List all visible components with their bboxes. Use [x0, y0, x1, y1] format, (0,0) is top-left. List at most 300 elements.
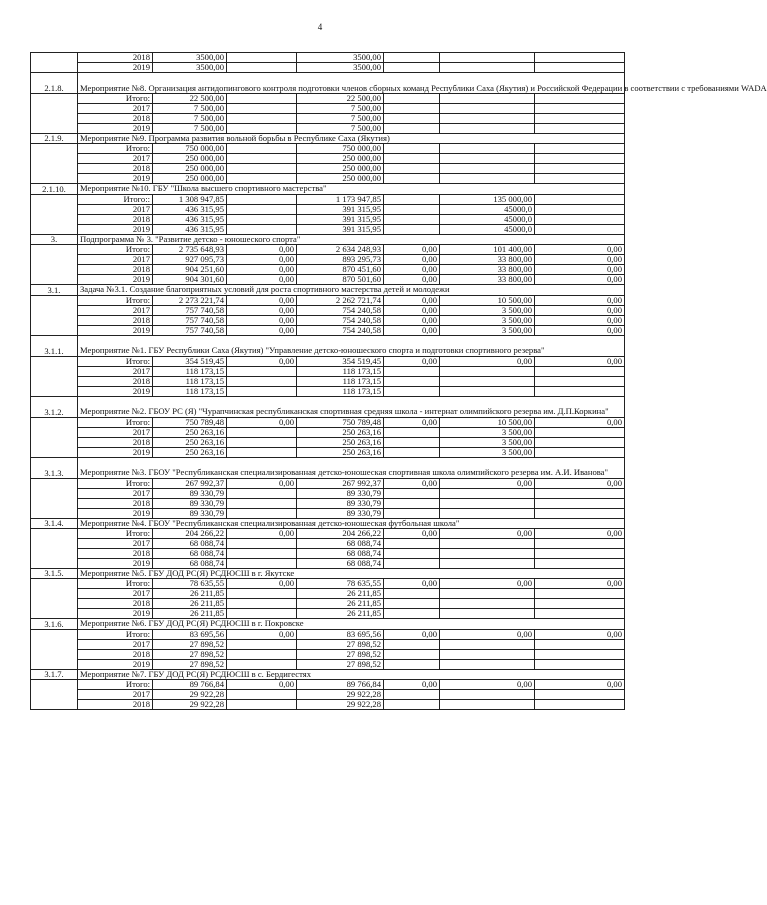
amount-cell — [440, 649, 535, 659]
amount-cell — [227, 427, 297, 437]
section-code: 3.1. — [31, 285, 78, 295]
amount-cell: 870 451,60 — [297, 265, 384, 275]
table-row — [31, 680, 625, 690]
amount-cell — [384, 104, 440, 114]
table-row — [31, 559, 625, 569]
table-row — [31, 386, 625, 396]
table-row — [31, 224, 625, 234]
amount-cell — [440, 366, 535, 376]
amount-cell — [535, 63, 625, 73]
amount-cell — [227, 447, 297, 457]
amount-cell: 27 898,52 — [297, 649, 384, 659]
row-label: 2017 — [78, 427, 153, 437]
section-code: 3.1.2. — [31, 396, 78, 417]
section-title: Мероприятие №5. ГБУ ДОД РС(Я) РСДЮСШ в г. Якутске — [78, 569, 625, 579]
row-label: 2019 — [78, 275, 153, 285]
section-title: Мероприятие №6. ГБУ ДОД РС(Я) РСДЮСШ в г. Покровске — [78, 619, 625, 629]
amount-cell: 89 330,79 — [153, 498, 227, 508]
table-row — [31, 376, 625, 386]
row-label: 2019 — [78, 447, 153, 457]
amount-cell — [227, 104, 297, 114]
section-code: 3.1.3. — [31, 457, 78, 478]
amount-cell: 26 211,85 — [297, 589, 384, 599]
amount-cell: 68 088,74 — [297, 539, 384, 549]
amount-cell: 250 000,00 — [297, 174, 384, 184]
amount-cell: 0,00 — [535, 275, 625, 285]
amount-cell: 0,00 — [535, 529, 625, 539]
table-row — [31, 53, 625, 63]
table-row — [31, 599, 625, 609]
amount-cell: 754 240,58 — [297, 315, 384, 325]
amount-cell: 0,00 — [227, 255, 297, 265]
row-label: Итого: — [78, 417, 153, 427]
amount-cell — [535, 427, 625, 437]
amount-cell: 0,00 — [440, 680, 535, 690]
code-spacer-cell — [31, 245, 78, 285]
amount-cell: 0,00 — [535, 356, 625, 366]
section-code: 3.1.4. — [31, 518, 78, 528]
amount-cell: 754 240,58 — [297, 325, 384, 335]
section-title: Мероприятие №9. Программа развития вольной борьбы в Республике Саха (Якутия) — [78, 134, 625, 144]
amount-cell — [227, 154, 297, 164]
amount-cell: 0,00 — [384, 265, 440, 275]
section-code: 3.1.1. — [31, 335, 78, 356]
amount-cell — [440, 659, 535, 669]
amount-cell — [227, 659, 297, 669]
amount-cell — [440, 488, 535, 498]
amount-cell: 0,00 — [384, 356, 440, 366]
section-code: 3. — [31, 234, 78, 244]
amount-cell — [227, 649, 297, 659]
amount-cell: 0,00 — [227, 275, 297, 285]
amount-cell — [384, 488, 440, 498]
amount-cell — [440, 508, 535, 518]
amount-cell: 870 501,60 — [297, 275, 384, 285]
amount-cell — [440, 639, 535, 649]
amount-cell — [535, 559, 625, 569]
section-code: 3.1.6. — [31, 619, 78, 629]
table-row — [31, 508, 625, 518]
amount-cell: 250 263,16 — [297, 437, 384, 447]
row-label: Итого: — [78, 680, 153, 690]
amount-cell: 391 315,95 — [297, 214, 384, 224]
amount-cell: 757 740,58 — [153, 305, 227, 315]
amount-cell: 33 800,00 — [440, 255, 535, 265]
amount-cell — [384, 539, 440, 549]
amount-cell: 250 000,00 — [153, 164, 227, 174]
amount-cell — [384, 154, 440, 164]
table-row — [31, 174, 625, 184]
amount-cell — [535, 508, 625, 518]
amount-cell: 101 400,00 — [440, 245, 535, 255]
amount-cell: 0,00 — [227, 478, 297, 488]
amount-cell: 3 500,00 — [440, 427, 535, 437]
amount-cell — [384, 63, 440, 73]
amount-cell: 0,00 — [384, 315, 440, 325]
row-label: Итого: — [78, 295, 153, 305]
amount-cell — [535, 488, 625, 498]
amount-cell: 0,00 — [227, 629, 297, 639]
amount-cell: 45000,0 — [440, 224, 535, 234]
table-row — [31, 94, 625, 104]
amount-cell: 78 635,55 — [297, 579, 384, 589]
row-label: Итого: — [78, 529, 153, 539]
amount-cell — [384, 690, 440, 700]
amount-cell — [227, 559, 297, 569]
row-label: 2017 — [78, 488, 153, 498]
amount-cell — [227, 437, 297, 447]
amount-cell: 0,00 — [384, 629, 440, 639]
amount-cell: 3 500,00 — [440, 437, 535, 447]
amount-cell: 29 922,28 — [297, 690, 384, 700]
amount-cell — [440, 114, 535, 124]
amount-cell: 0,00 — [535, 265, 625, 275]
table-row — [31, 639, 625, 649]
amount-cell: 927 095,73 — [153, 255, 227, 265]
amount-cell: 204 266,22 — [297, 529, 384, 539]
row-label: 2017 — [78, 204, 153, 214]
amount-cell — [227, 376, 297, 386]
amount-cell: 118 173,15 — [297, 386, 384, 396]
amount-cell: 436 315,95 — [153, 214, 227, 224]
amount-cell — [384, 498, 440, 508]
row-label: Итого: — [78, 356, 153, 366]
amount-cell: 68 088,74 — [297, 559, 384, 569]
amount-cell: 45000,0 — [440, 214, 535, 224]
amount-cell — [227, 386, 297, 396]
table-row — [31, 214, 625, 224]
amount-cell: 250 000,00 — [297, 154, 384, 164]
amount-cell: 26 211,85 — [153, 599, 227, 609]
amount-cell — [535, 589, 625, 599]
row-label: 2018 — [78, 315, 153, 325]
amount-cell: 267 992,37 — [297, 478, 384, 488]
section-header-row — [31, 335, 625, 356]
amount-cell: 89 330,79 — [297, 488, 384, 498]
amount-cell: 2 262 721,74 — [297, 295, 384, 305]
amount-cell: 1 308 947,85 — [153, 194, 227, 204]
amount-cell — [535, 53, 625, 63]
amount-cell — [535, 649, 625, 659]
amount-cell — [227, 700, 297, 710]
row-label: 2018 — [78, 498, 153, 508]
amount-cell: 68 088,74 — [153, 549, 227, 559]
amount-cell — [535, 214, 625, 224]
amount-cell: 83 695,56 — [153, 629, 227, 639]
table-row — [31, 447, 625, 457]
row-label: 2018 — [78, 437, 153, 447]
row-label: 2019 — [78, 508, 153, 518]
amount-cell: 0,00 — [384, 579, 440, 589]
row-label: 2017 — [78, 589, 153, 599]
table-row — [31, 629, 625, 639]
amount-cell: 0,00 — [384, 478, 440, 488]
amount-cell: 904 301,60 — [153, 275, 227, 285]
row-label: Итого: — [78, 245, 153, 255]
amount-cell: 3 500,00 — [440, 305, 535, 315]
amount-cell: 89 330,79 — [153, 488, 227, 498]
amount-cell: 0,00 — [535, 417, 625, 427]
amount-cell: 391 315,95 — [297, 204, 384, 214]
amount-cell: 27 898,52 — [153, 649, 227, 659]
amount-cell — [384, 589, 440, 599]
amount-cell — [227, 114, 297, 124]
amount-cell: 0,00 — [384, 529, 440, 539]
amount-cell: 0,00 — [440, 529, 535, 539]
amount-cell: 10 500,00 — [440, 417, 535, 427]
amount-cell: 118 173,15 — [153, 366, 227, 376]
amount-cell: 0,00 — [440, 478, 535, 488]
amount-cell — [227, 214, 297, 224]
amount-cell: 7 500,00 — [153, 114, 227, 124]
table-row — [31, 245, 625, 255]
amount-cell: 89 766,84 — [297, 680, 384, 690]
amount-cell: 1 173 947,85 — [297, 194, 384, 204]
amount-cell — [535, 447, 625, 457]
amount-cell: 68 088,74 — [297, 549, 384, 559]
amount-cell: 0,00 — [535, 629, 625, 639]
amount-cell — [227, 488, 297, 498]
table-row — [31, 154, 625, 164]
table-row — [31, 427, 625, 437]
amount-cell: 204 266,22 — [153, 529, 227, 539]
table-row — [31, 659, 625, 669]
table-row — [31, 265, 625, 275]
amount-cell: 33 800,00 — [440, 265, 535, 275]
amount-cell: 3500,00 — [297, 63, 384, 73]
row-label: 2019 — [78, 386, 153, 396]
amount-cell — [535, 194, 625, 204]
amount-cell — [384, 94, 440, 104]
table-row — [31, 204, 625, 214]
amount-cell: 2 273 221,74 — [153, 295, 227, 305]
row-label: 2018 — [78, 649, 153, 659]
amount-cell — [535, 94, 625, 104]
amount-cell — [227, 194, 297, 204]
section-header-row — [31, 184, 625, 194]
row-label: 2018 — [78, 265, 153, 275]
amount-cell: 0,00 — [227, 265, 297, 275]
amount-cell — [227, 144, 297, 154]
section-code: 2.1.8. — [31, 73, 78, 94]
row-label: 2017 — [78, 104, 153, 114]
amount-cell — [384, 204, 440, 214]
section-header-row — [31, 569, 625, 579]
amount-cell: 3 500,00 — [440, 447, 535, 457]
amount-cell: 27 898,52 — [297, 659, 384, 669]
table-row — [31, 124, 625, 134]
amount-cell: 78 635,55 — [153, 579, 227, 589]
amount-cell — [440, 104, 535, 114]
amount-cell — [227, 224, 297, 234]
amount-cell: 436 315,95 — [153, 204, 227, 214]
amount-cell — [535, 549, 625, 559]
amount-cell — [384, 164, 440, 174]
row-label: 2018 — [78, 549, 153, 559]
table-row — [31, 478, 625, 488]
row-label: 2018 — [78, 214, 153, 224]
amount-cell: 0,00 — [384, 305, 440, 315]
amount-cell — [384, 508, 440, 518]
amount-cell: 893 295,73 — [297, 255, 384, 265]
amount-cell — [384, 427, 440, 437]
amount-cell: 2 735 648,93 — [153, 245, 227, 255]
amount-cell: 0,00 — [440, 356, 535, 366]
amount-cell: 0,00 — [227, 315, 297, 325]
amount-cell — [535, 599, 625, 609]
amount-cell: 0,00 — [227, 680, 297, 690]
amount-cell: 0,00 — [535, 295, 625, 305]
amount-cell — [440, 559, 535, 569]
amount-cell — [384, 114, 440, 124]
amount-cell — [440, 63, 535, 73]
amount-cell: 750 000,00 — [297, 144, 384, 154]
table-row — [31, 417, 625, 427]
section-title: Мероприятие №7. ГБУ ДОД РС(Я) РСДЮСШ в с. Бердигестях — [78, 669, 625, 679]
amount-cell — [384, 447, 440, 457]
row-label: 2019 — [78, 174, 153, 184]
code-spacer-cell — [31, 680, 78, 710]
table-row — [31, 366, 625, 376]
amount-cell — [384, 366, 440, 376]
amount-cell — [535, 437, 625, 447]
amount-cell — [227, 174, 297, 184]
table-row — [31, 164, 625, 174]
amount-cell: 89 330,79 — [153, 508, 227, 518]
row-label: 2017 — [78, 539, 153, 549]
amount-cell: 89 330,79 — [297, 508, 384, 518]
amount-cell: 0,00 — [227, 295, 297, 305]
amount-cell: 7 500,00 — [297, 104, 384, 114]
amount-cell — [535, 498, 625, 508]
amount-cell: 68 088,74 — [153, 539, 227, 549]
row-label: 2017 — [78, 154, 153, 164]
table-row — [31, 114, 625, 124]
amount-cell — [384, 599, 440, 609]
amount-cell: 26 211,85 — [297, 599, 384, 609]
row-label: 2018 — [78, 376, 153, 386]
row-label: 2018 — [78, 114, 153, 124]
code-spacer-cell — [31, 629, 78, 669]
table-row — [31, 609, 625, 619]
section-title: Мероприятие №1. ГБУ Республики Саха (Якутия) "Управление детско-юношеского спорта и подготовки спортивного резерва" — [78, 335, 625, 356]
amount-cell: 22 500,00 — [297, 94, 384, 104]
amount-cell: 0,00 — [535, 579, 625, 589]
amount-cell: 118 173,15 — [153, 386, 227, 396]
amount-cell: 0,00 — [384, 680, 440, 690]
amount-cell: 26 211,85 — [297, 609, 384, 619]
row-label: 2017 — [78, 305, 153, 315]
section-code: 2.1.10. — [31, 184, 78, 194]
amount-cell: 26 211,85 — [153, 609, 227, 619]
amount-cell — [227, 589, 297, 599]
amount-cell: 0,00 — [227, 356, 297, 366]
row-label: Итого: — [78, 629, 153, 639]
amount-cell: 0,00 — [535, 305, 625, 315]
amount-cell — [227, 366, 297, 376]
amount-cell: 0,00 — [227, 305, 297, 315]
row-label: 2017 — [78, 255, 153, 265]
amount-cell — [384, 214, 440, 224]
amount-cell — [535, 204, 625, 214]
amount-cell: 89 766,84 — [153, 680, 227, 690]
amount-cell — [440, 700, 535, 710]
table-row — [31, 529, 625, 539]
code-spacer-cell — [31, 194, 78, 234]
code-spacer-cell — [31, 478, 78, 518]
table-row — [31, 255, 625, 265]
amount-cell: 68 088,74 — [153, 559, 227, 569]
amount-cell — [227, 498, 297, 508]
amount-cell — [384, 124, 440, 134]
amount-cell: 0,00 — [227, 579, 297, 589]
amount-cell — [384, 549, 440, 559]
amount-cell — [535, 124, 625, 134]
code-spacer-cell — [31, 417, 78, 457]
amount-cell — [384, 386, 440, 396]
row-label: 2017 — [78, 690, 153, 700]
row-label: 2019 — [78, 609, 153, 619]
section-header-row — [31, 518, 625, 528]
amount-cell: 10 500,00 — [440, 295, 535, 305]
amount-cell: 267 992,37 — [153, 478, 227, 488]
amount-cell: 0,00 — [535, 315, 625, 325]
amount-cell: 754 240,58 — [297, 305, 384, 315]
amount-cell — [384, 639, 440, 649]
row-label: Итого: — [78, 579, 153, 589]
amount-cell: 0,00 — [227, 417, 297, 427]
amount-cell — [535, 174, 625, 184]
amount-cell: 250 263,16 — [153, 437, 227, 447]
amount-cell: 3 500,00 — [440, 315, 535, 325]
amount-cell — [535, 366, 625, 376]
amount-cell: 250 263,16 — [153, 427, 227, 437]
amount-cell: 250 000,00 — [153, 154, 227, 164]
amount-cell — [535, 224, 625, 234]
amount-cell: 135 000,00 — [440, 194, 535, 204]
budget-table — [30, 52, 767, 710]
row-label: 2019 — [78, 224, 153, 234]
amount-cell — [535, 639, 625, 649]
row-label: Итого: — [78, 94, 153, 104]
amount-cell — [440, 498, 535, 508]
table-row — [31, 305, 625, 315]
section-header-row — [31, 285, 625, 295]
amount-cell: 750 789,48 — [153, 417, 227, 427]
amount-cell — [227, 599, 297, 609]
table-row — [31, 144, 625, 154]
table-row — [31, 700, 625, 710]
section-header-row — [31, 457, 625, 478]
row-label: 2018 — [78, 599, 153, 609]
section-title: Задача №3.1. Создание благоприятных условий для роста спортивного мастерства детей и молодежи — [78, 285, 625, 295]
amount-cell — [535, 386, 625, 396]
amount-cell — [440, 164, 535, 174]
amount-cell: 904 251,60 — [153, 265, 227, 275]
amount-cell — [440, 94, 535, 104]
code-spacer-cell — [31, 356, 78, 396]
amount-cell — [535, 104, 625, 114]
section-header-row — [31, 396, 625, 417]
amount-cell — [535, 690, 625, 700]
amount-cell: 250 263,16 — [297, 427, 384, 437]
row-label: 2019 — [78, 63, 153, 73]
amount-cell — [227, 609, 297, 619]
row-label: Итого: — [78, 144, 153, 154]
amount-cell: 29 922,28 — [153, 690, 227, 700]
section-header-row — [31, 619, 625, 629]
amount-cell: 0,00 — [384, 417, 440, 427]
